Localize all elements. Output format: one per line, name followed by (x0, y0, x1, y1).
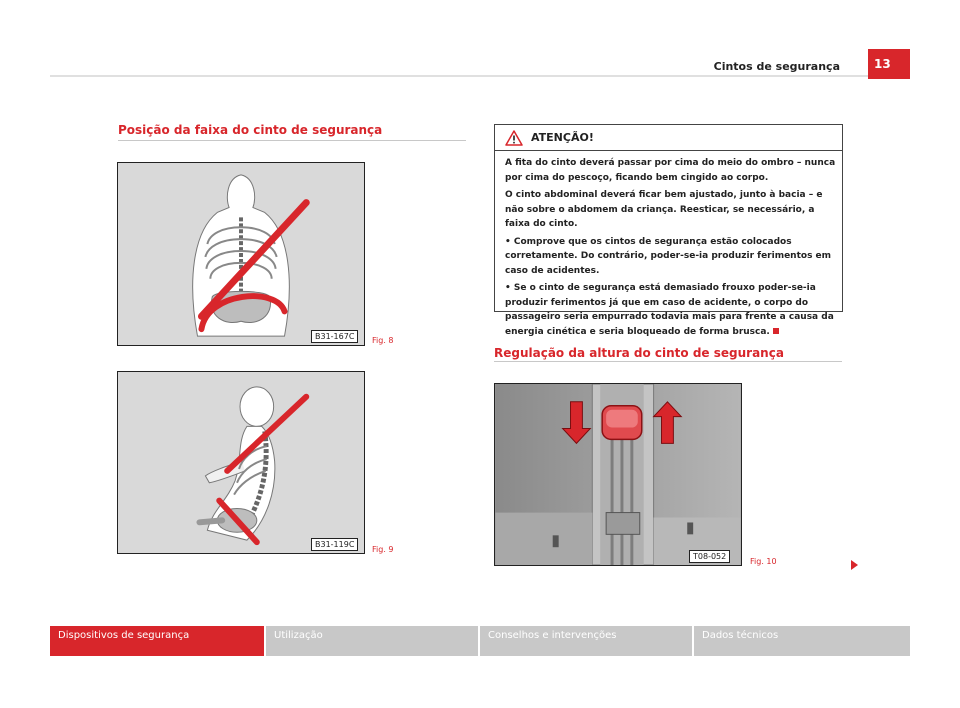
warning-box (494, 124, 843, 337)
warning-paragraph-text: • Se o cinto de segurança está demasiado frouxo poder-se-ia produzir ferimentos já que em caso de acidente, o corpo do passageiro seria empurrado todavia mais para frente a causa da energia cinética e seria bloqueado de forma brusca. (505, 283, 834, 337)
section-rule (118, 140, 466, 141)
figure-8-illustration (118, 163, 364, 345)
arrow-right-icon[interactable] (851, 560, 858, 570)
section-title-belt-height: Regulação da altura do cinto de segurança (494, 346, 784, 360)
figure-8-code: B31-167C (311, 330, 358, 343)
tab-dispositivos-de-seguranca[interactable]: Dispositivos de segurança (50, 626, 266, 656)
tab-utilizacao[interactable]: Utilização (266, 626, 480, 656)
footer-nav (50, 626, 910, 656)
figure-10-code: T08-052 (689, 550, 730, 563)
tab-dados-tecnicos[interactable]: Dados técnicos (702, 630, 779, 641)
warning-triangle-icon (505, 130, 523, 146)
header-title: Cintos de segurança (713, 60, 840, 73)
end-of-section-icon (773, 328, 779, 334)
warning-body (505, 156, 837, 342)
figure-9-side-view (117, 371, 365, 554)
figure-9-code: B31-119C (311, 538, 358, 551)
figure-8-front-view (117, 162, 365, 346)
header-rule (50, 75, 870, 77)
section-title-belt-position: Posição da faixa do cinto de segurança (118, 123, 383, 137)
section-rule (494, 361, 842, 362)
warning-header (495, 125, 842, 151)
figure-8-caption: Fig. 8 (372, 336, 394, 345)
warning-paragraph-last (505, 281, 837, 339)
warning-paragraph: • Comprove que os cintos de segurança estão colocados corretamente. Do contrário, poder-se-ia produzir ferimentos em caso de acidentes. (505, 236, 832, 276)
tab-conselhos-e-intervencoes[interactable]: Conselhos e intervenções (480, 626, 694, 656)
warning-paragraph: A fita do cinto deverá passar por cima do meio do ombro – nunca por cima do pescoço, ficando bem cingido ao corpo. (505, 158, 836, 183)
figure-10-illustration (495, 384, 741, 565)
figure-10-height-adjuster (494, 383, 742, 566)
warning-title: ATENÇÃO! (531, 131, 594, 144)
figure-10-caption: Fig. 10 (750, 557, 777, 566)
figure-9-illustration (118, 372, 364, 553)
warning-paragraph: O cinto abdominal deverá ficar bem ajustado, junto à bacia – e não sobre o abdomem da criança. Reesticar, se necessário, a faixa do cinto. (505, 190, 823, 229)
figure-9-caption: Fig. 9 (372, 545, 394, 554)
page-number: 13 (868, 49, 910, 79)
